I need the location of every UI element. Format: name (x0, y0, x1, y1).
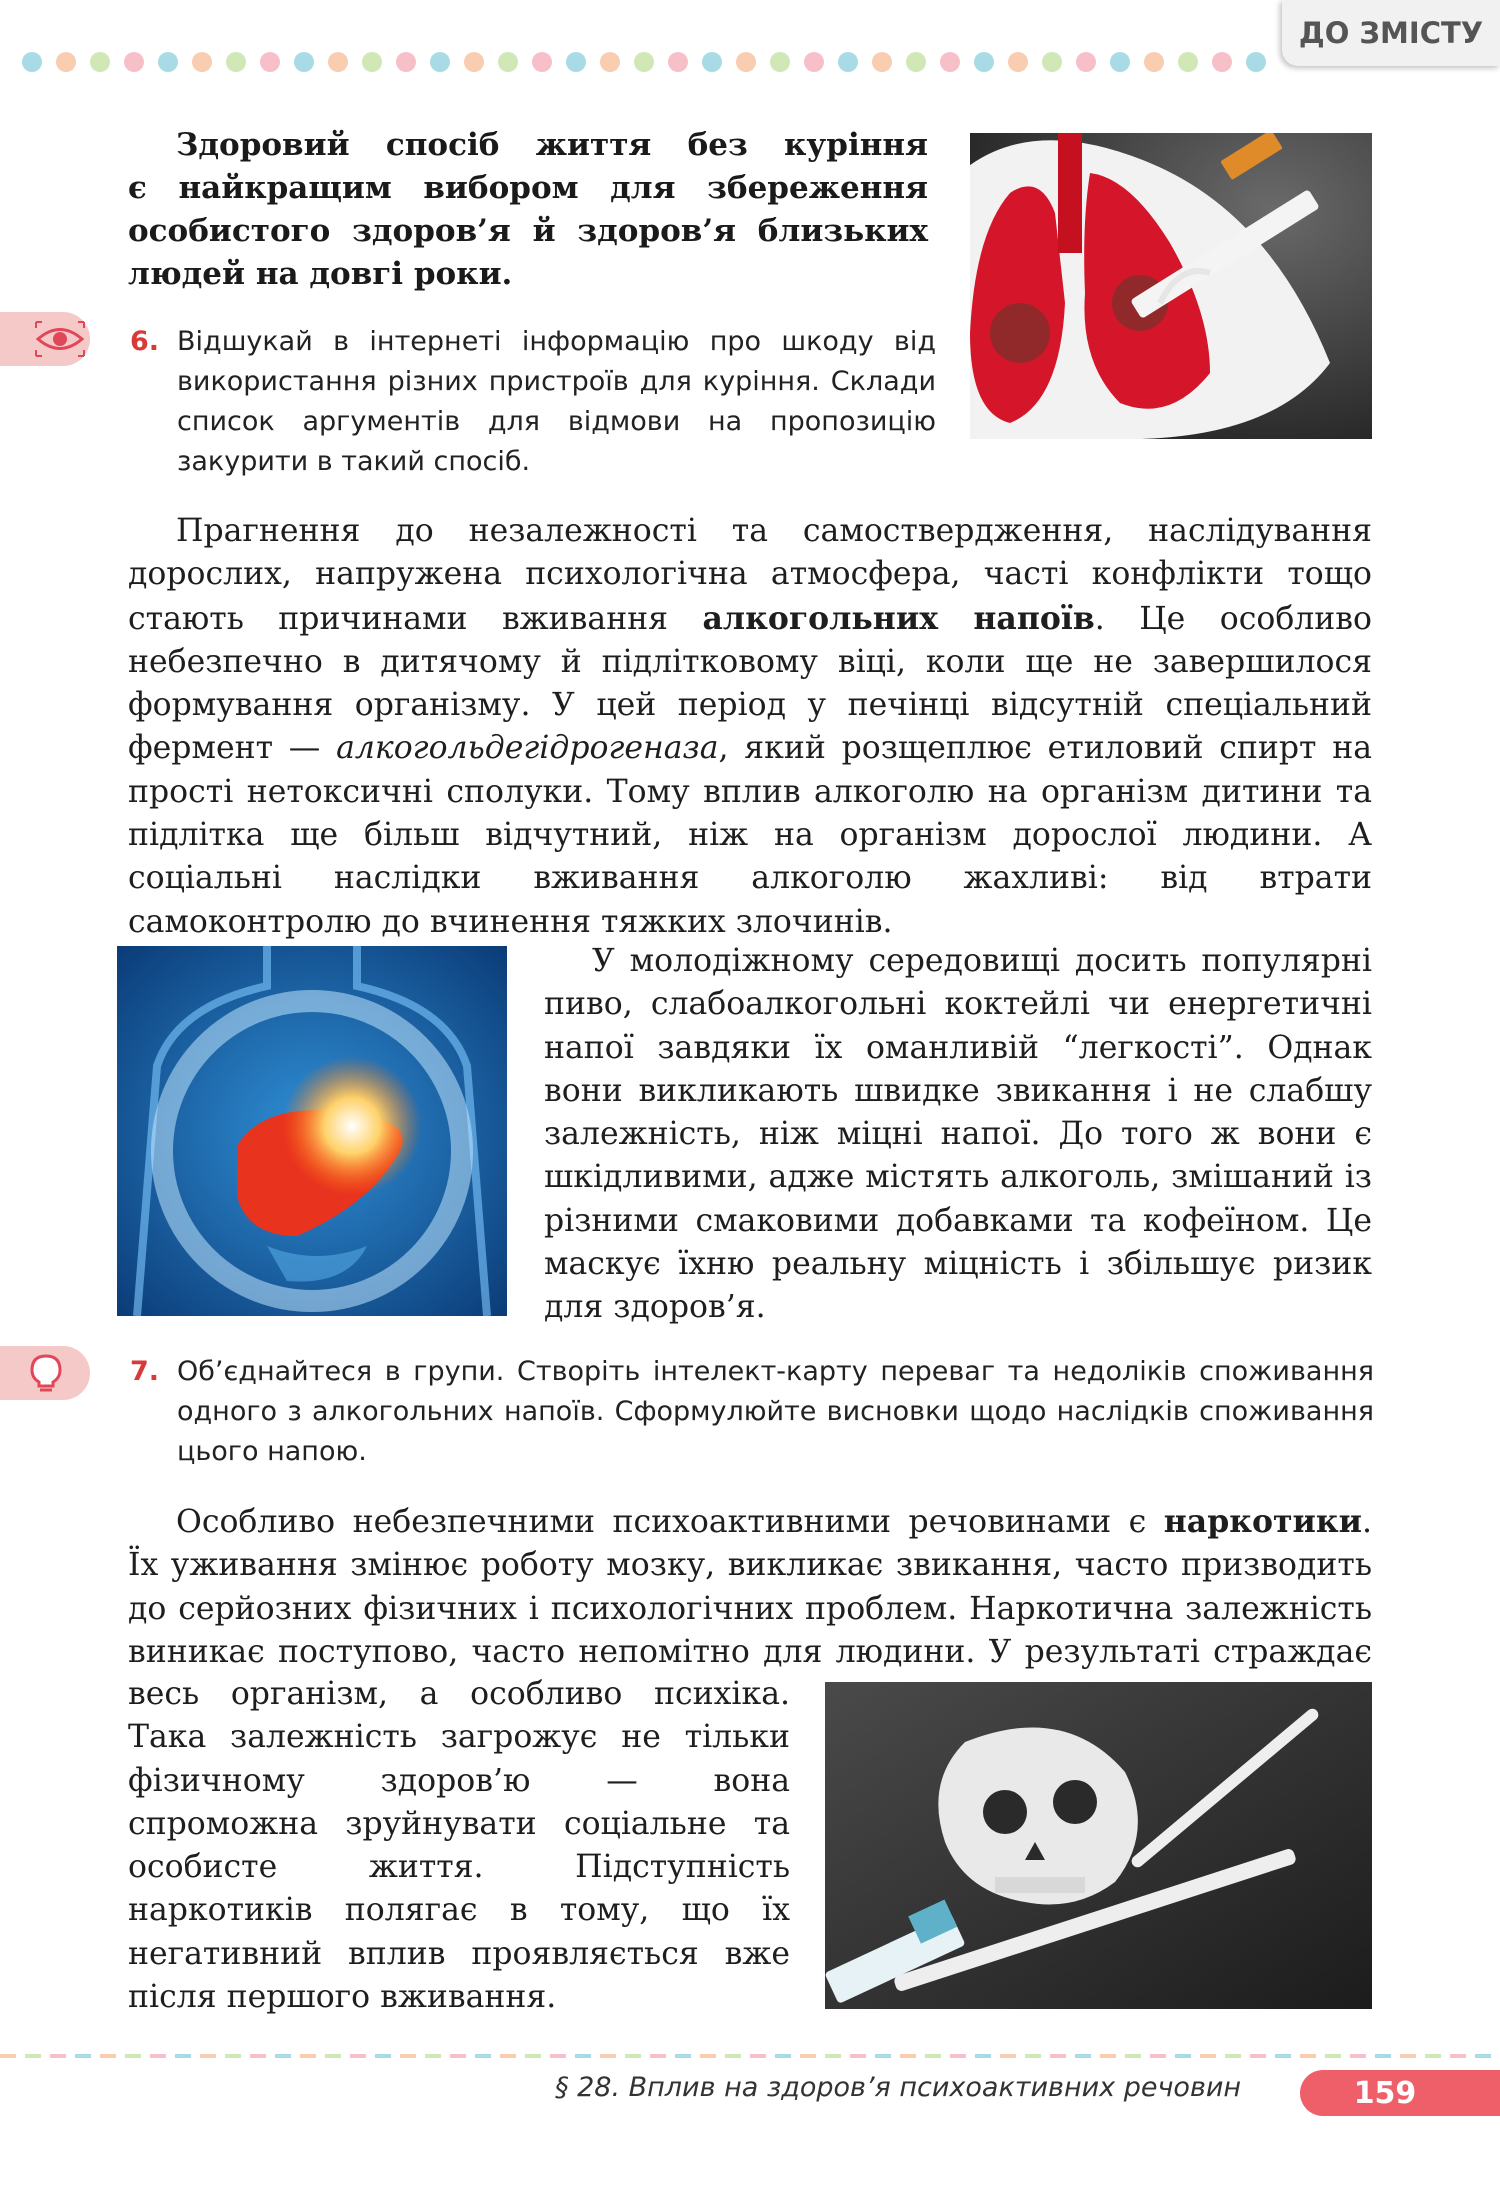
footer-dash (1025, 2054, 1041, 2058)
alcohol-text-b: . Це особливо небезпечно в дитячому й підлітковому віці, коли ще не завершилося формування організму. У цей період у печінці відсутній спеціальний фермент — (128, 600, 1373, 767)
footer-dash (850, 2054, 866, 2058)
footer-dash (900, 2054, 916, 2058)
footer-dash (75, 2054, 91, 2058)
footer-dash (825, 2054, 841, 2058)
footer-dash (1300, 2054, 1316, 2058)
energy-drinks-text: У молодіжному середовищі досить популярні пиво, слабоалкогольні коктейлі чи енергетичні напої завдяки їх оманливій “легкості”. Однак вони викликають швидке звикання і не слабшу залежність, ніж міцні напої. До того ж вони є шкідливими, адже містять алкоголь, змішаний із різними смаковими добавками та кофеїном. Це маскує їхню реальну міцність і збільшує ризик для здоров’я. (544, 943, 1372, 1326)
decorative-dot (566, 52, 586, 72)
decorative-dot (940, 52, 960, 72)
decorative-dot (770, 52, 790, 72)
decorative-dot (1246, 52, 1266, 72)
footer-dash (275, 2054, 291, 2058)
decorative-dot (362, 52, 382, 72)
decorative-dot (498, 52, 518, 72)
enzyme-term: алкогольдегідрогеназа (336, 730, 719, 767)
footer-dash (925, 2054, 941, 2058)
liver-xray-illustration (117, 946, 507, 1316)
footer-dash (1475, 2054, 1491, 2058)
footer-dash (1425, 2054, 1441, 2058)
footer-dash (350, 2054, 366, 2058)
footer-dash (700, 2054, 716, 2058)
lungs-ashtray-cigarette-photo (970, 133, 1372, 439)
footer-dash (550, 2054, 566, 2058)
decorative-dot (464, 52, 484, 72)
decorative-dot (124, 52, 144, 72)
footer-dash (100, 2054, 116, 2058)
decorative-dot-row (20, 51, 1280, 73)
footer-dashed-rule (0, 2054, 1500, 2058)
drugs-text-c: весь організм, а особливо психіка. Така залежність загрожує не тільки фізичному здоров’ю — вона спроможна зруйнувати соціальне та особисте життя. Підступність наркотиків полягає в тому, що їх негативний вплив проявляється вже після першого вживання. (128, 1676, 790, 2016)
decorative-dot (1144, 52, 1164, 72)
decorative-dot (736, 52, 756, 72)
footer-dash (1350, 2054, 1366, 2058)
alcohol-text-a: Прагнення до незалежності та самоствердження, наслідування дорослих, напружена психологічна атмосфера, часті конфлікти тощо стають причинами вживання (128, 513, 1372, 637)
alcohol-term: алкогольних напоїв (702, 599, 1095, 637)
footer-dash (725, 2054, 741, 2058)
footer-dash (750, 2054, 766, 2058)
footer-dash (775, 2054, 791, 2058)
task-text: Відшукай в інтернеті інформацію про шкоду від використання різних пристроїв для куріння. Склади список аргументів для відмови на пропозицію закурити в такий спосіб. (177, 326, 936, 477)
drugs-text-b: . Їх уживання змінює роботу мозку, викликає звикання, часто призводить до серйозних фізичних і психологічних проблем. Наркотична залежність виникає поступово, часто непомітно для людини. У результаті страждає (128, 1504, 1372, 1670)
decorative-dot (430, 52, 450, 72)
footer-dash (1375, 2054, 1391, 2058)
task-6 (130, 322, 936, 482)
footer-dash (650, 2054, 666, 2058)
footer-dash (475, 2054, 491, 2058)
decorative-dot (668, 52, 688, 72)
footer-dash (400, 2054, 416, 2058)
task-text: Об’єднайтеся в групи. Створіть інтелект-карту переваг та недоліків споживання одного з алкогольних напоїв. Сформулюйте висновки щодо наслідків споживання цього напою. (177, 1356, 1374, 1467)
task-number: 7. (130, 1356, 160, 1387)
footer-dash (625, 2054, 641, 2058)
footer-dash (250, 2054, 266, 2058)
footer-dash (50, 2054, 66, 2058)
healthy-lifestyle-statement (128, 124, 928, 296)
footer-dash (175, 2054, 191, 2058)
footer-dash (375, 2054, 391, 2058)
footer-dash (300, 2054, 316, 2058)
lightbulb-icon (26, 1350, 66, 1394)
energy-drinks-paragraph (544, 940, 1372, 1330)
decorative-dot (90, 52, 110, 72)
footer-dash (125, 2054, 141, 2058)
decorative-dot (226, 52, 246, 72)
page-number: 159 (1300, 2070, 1500, 2116)
powder-skull-photo (825, 1682, 1372, 2009)
footer-dash (1125, 2054, 1141, 2058)
footer-dash (425, 2054, 441, 2058)
footer-dash (1100, 2054, 1116, 2058)
observe-marker-tab (0, 312, 90, 366)
decorative-dot (22, 52, 42, 72)
section-title: § 28. Вплив на здоров’я психоактивних речовин (555, 2072, 1242, 2103)
footer-dash (150, 2054, 166, 2058)
footer-dash (1250, 2054, 1266, 2058)
decorative-dot (56, 52, 76, 72)
footer-dash (1175, 2054, 1191, 2058)
eye-icon (34, 318, 86, 360)
decorative-dot (532, 52, 552, 72)
footer-dash (0, 2054, 16, 2058)
decorative-dot (702, 52, 722, 72)
statement-first-line: Здоровий спосіб життя без куріння (176, 127, 928, 163)
statement-rest: є найкращим вибором для збереження особистого здоров’я й здоров’я близьких людей на довгі роки. (128, 170, 928, 292)
footer-dash (225, 2054, 241, 2058)
footer-dash (800, 2054, 816, 2058)
decorative-dot (158, 52, 178, 72)
table-of-contents-button[interactable]: ДО ЗМІСТУ (1282, 0, 1500, 66)
decorative-dot (1212, 52, 1232, 72)
decorative-dot (1076, 52, 1096, 72)
footer-dash (1200, 2054, 1216, 2058)
footer-dash (200, 2054, 216, 2058)
decorative-dot (328, 52, 348, 72)
footer-dash (950, 2054, 966, 2058)
footer-dash (575, 2054, 591, 2058)
alcohol-paragraph (128, 510, 1372, 944)
footer-dash (525, 2054, 541, 2058)
drugs-paragraph-top (128, 1500, 1372, 1674)
footer-dash (1050, 2054, 1066, 2058)
footer-dash (450, 2054, 466, 2058)
drugs-text-a: Особливо небезпечними психоактивними речовинами є (176, 1504, 1164, 1540)
decorative-dot (906, 52, 926, 72)
decorative-dot (634, 52, 654, 72)
task-7 (130, 1352, 1374, 1472)
drugs-paragraph-bottom (128, 1673, 790, 2019)
footer-dash (1000, 2054, 1016, 2058)
decorative-dot (974, 52, 994, 72)
decorative-dot (1008, 52, 1028, 72)
footer-dash (1225, 2054, 1241, 2058)
footer-dash (1400, 2054, 1416, 2058)
decorative-dot (872, 52, 892, 72)
footer-dash (1275, 2054, 1291, 2058)
footer-dash (500, 2054, 516, 2058)
decorative-dot (260, 52, 280, 72)
decorative-dot (1110, 52, 1130, 72)
task-number: 6. (130, 326, 160, 357)
footer-dash (25, 2054, 41, 2058)
decorative-dot (838, 52, 858, 72)
decorative-dot (294, 52, 314, 72)
footer-dash (1075, 2054, 1091, 2058)
footer-dash (675, 2054, 691, 2058)
decorative-dot (600, 52, 620, 72)
footer-dash (1450, 2054, 1466, 2058)
decorative-dot (1042, 52, 1062, 72)
footer-dash (975, 2054, 991, 2058)
footer-dash (1150, 2054, 1166, 2058)
decorative-dot (396, 52, 416, 72)
decorative-dot (192, 52, 212, 72)
decorative-dot (804, 52, 824, 72)
decorative-dot (1178, 52, 1198, 72)
footer-dash (325, 2054, 341, 2058)
drugs-term: наркотики (1163, 1503, 1362, 1540)
footer-dash (600, 2054, 616, 2058)
footer-dash (875, 2054, 891, 2058)
idea-marker-tab (0, 1346, 90, 1400)
alcohol-text-c: , який розщеплює етиловий спирт на прості нетоксичні сполуки. Тому вплив алкоголю на організм дитини та підлітка ще більш відчутний, ніж на організм дорослої людини. А соціальні наслідки вживання алкоголю жахливі: від втрати самоконтролю до вчинення тяжких злочинів. (128, 730, 1372, 940)
footer-dash (1325, 2054, 1341, 2058)
